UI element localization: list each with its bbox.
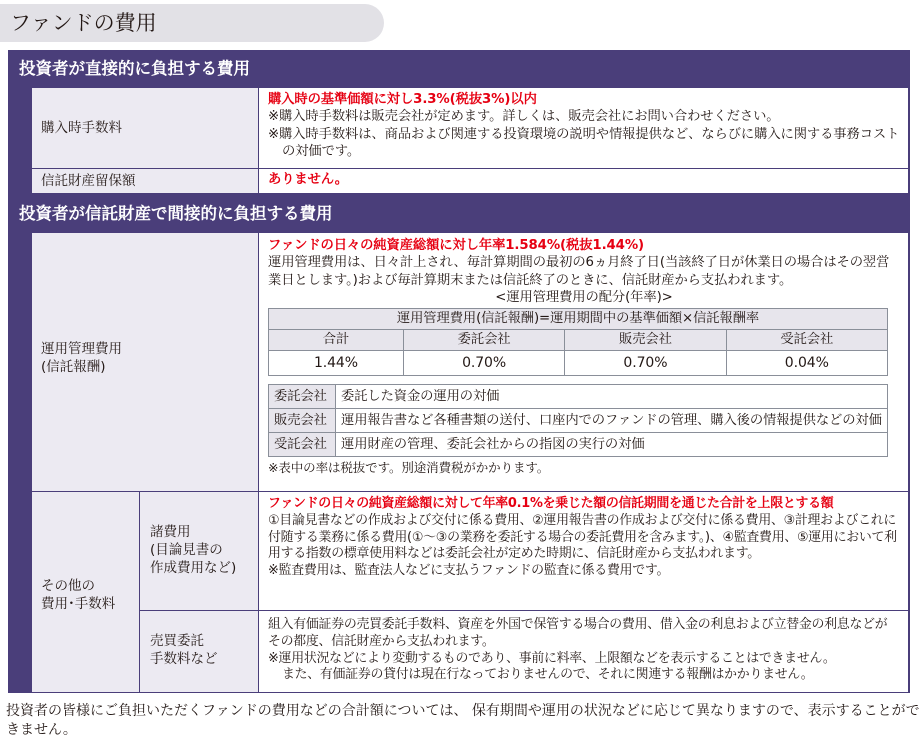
party-desc: 運用財産の管理、委託会社からの指図の実行の対価 [336, 433, 888, 457]
rate-header-distributor: 販売会社 [565, 330, 726, 351]
rate-value-total: 1.44% [269, 351, 404, 376]
purchase-fee-note-1: ※購入時手数料は販売会社が定めます。詳しくは、販売会社にお問い合わせください。 [268, 109, 780, 125]
trading-fees-label-line2: 手数料など [150, 650, 218, 667]
trading-fees-note-2: また、有価証券の貸付は現在行なっておりませんので、それに関連する報酬はかかりません。 [282, 667, 814, 683]
retention-label: 信託財産留保額 [32, 169, 258, 193]
misc-fees-content [259, 492, 908, 610]
management-fee-highlight: ファンドの日々の純資産総額に対し年率1.584%(税抜1.44%) [268, 238, 645, 253]
misc-fees-label [140, 492, 258, 610]
fee-table-frame [8, 50, 910, 693]
party-desc: 委託した資金の運用の対価 [336, 385, 888, 409]
rate-table [268, 308, 888, 376]
party-row [269, 385, 888, 409]
allocation-title: <運用管理費用の配分(年率)> [495, 289, 673, 305]
trading-fees-desc: 組入有価証券の売買委託手数料、資産を外国で保管する場合の費用、借入金の利息および立替金の利息などがその都度、信託財産から支払われます。 [268, 617, 888, 649]
rate-value-distributor: 0.70% [565, 351, 726, 376]
purchase-fee-label: 購入時手数料 [32, 88, 258, 168]
rate-header-trustee: 受託会社 [726, 330, 887, 351]
rate-header-total: 合計 [269, 330, 404, 351]
misc-fees-highlight: ファンドの日々の純資産総額に対して年率0.1%を乗じた額の信託期間を通じた合計を上限とする額 [268, 496, 834, 511]
other-fees-label [32, 492, 139, 692]
trading-fees-label [140, 611, 258, 692]
other-fees-label-line2: 費用･手数料 [41, 595, 116, 612]
purchase-fee-content [259, 88, 908, 168]
retention-value: ありません。 [268, 172, 348, 187]
party-name: 委託会社 [269, 385, 336, 409]
misc-fees-label-line3: 作成費用など) [150, 559, 237, 576]
other-fees-label-line1: その他の [41, 578, 95, 594]
trading-fees-label-line1: 売買委託 [150, 633, 204, 649]
rate-value-trustee: 0.04% [726, 351, 887, 376]
indirect-cost-heading: 投資者が信託財産で間接的に負担する費用 [19, 204, 333, 223]
party-row [269, 409, 888, 433]
rate-value-trustor: 0.70% [403, 351, 564, 376]
rate-header-trustor: 委託会社 [403, 330, 564, 351]
tax-note: ※表中の率は税抜です。別途消費税がかかります。 [268, 460, 550, 476]
party-table [268, 384, 888, 457]
misc-fees-desc: ①目論見書などの作成および交付に係る費用、②運用報告書の作成および交付に係る費用、③計理およびこれに付随する業務に係る費用(①～③の業務を委託する場合の委託費用を含みます。)、④監査費用、⑤運用において利用する指数の標章使用料などは委託会社が定めた時期に、信託財産から支払われます。 [268, 512, 897, 562]
misc-fees-note: ※監査費用は、監査法人などに支払うファンドの監査に係る費用です。 [268, 563, 670, 579]
party-row [269, 433, 888, 457]
management-fee-label-line1: 運用管理費用 [41, 341, 122, 357]
party-name: 受託会社 [269, 433, 336, 457]
trading-fees-content [259, 611, 908, 692]
retention-content [259, 169, 908, 193]
page-title: ファンドの費用 [0, 4, 384, 42]
purchase-fee-note-2: ※購入時手数料は、商品および関連する投資環境の説明や情報提供など、ならびに購入に関する事務コストの対価です。 [268, 126, 900, 159]
purchase-fee-highlight: 購入時の基準価額に対し3.3%(税抜3%)以内 [268, 92, 537, 107]
direct-cost-heading: 投資者が直接的に負担する費用 [19, 59, 250, 78]
management-fee-label [32, 233, 258, 491]
misc-fees-label-line1: 諸費用 [150, 524, 191, 540]
rate-formula: 運用管理費用(信託報酬)=運用期間中の基準価額×信託報酬率 [269, 309, 888, 330]
party-name: 販売会社 [269, 409, 336, 433]
trading-fees-note-1: ※運用状況などにより変動するものであり、事前に料率、上限額などを表示することはできません。 [268, 650, 836, 666]
footer-note: 投資者の皆様にご負担いただくファンドの費用などの合計額については、 保有期間や運用の状況などに応じて異なりますので、表示することができません。 [6, 703, 920, 738]
management-fee-desc: 運用管理費用は、日々計上され、毎計算期間の最初の6ヵ月終了日(当該終了日が休業日の場合はその翌営業日とします。)および毎計算期末または信託終了のときに、信託財産から支払われます。 [268, 255, 890, 288]
misc-fees-label-line2: (目論見書の [150, 541, 223, 558]
management-fee-label-line2: (信託報酬) [41, 358, 106, 375]
management-fee-content [259, 233, 908, 491]
party-desc: 運用報告書など各種書類の送付、口座内でのファンドの管理、購入後の情報提供などの対価 [336, 409, 888, 433]
